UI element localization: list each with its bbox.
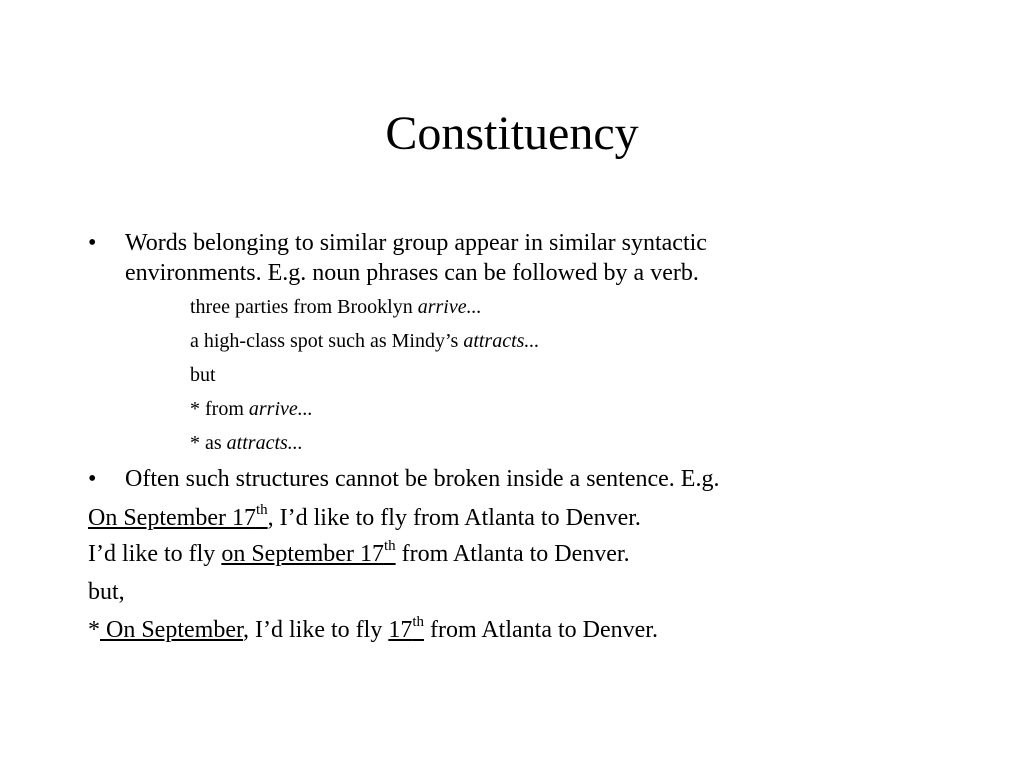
sentence-mid: , I’d like to fly (243, 617, 389, 643)
example-text: a high-class spot such as Mindy’s (190, 330, 464, 352)
example-line-3 (190, 362, 216, 388)
example-text: * as (190, 432, 227, 454)
constituent-underlined-2: 17th (388, 614, 424, 643)
sentence-1 (88, 503, 641, 533)
bullet-item-2 (88, 464, 988, 494)
example-verb: attracts... (226, 432, 303, 454)
ungrammatical-star: * (88, 617, 100, 643)
example-verb: arrive... (417, 296, 482, 318)
bullet-2-text: Often such structures cannot be broken inside a sentence. E.g. (125, 466, 720, 492)
slide-title: Constituency (385, 107, 639, 160)
bullet-marker: • (88, 466, 97, 492)
sentence-pre: I’d like to fly (88, 541, 222, 567)
example-verb: attracts... (463, 330, 540, 352)
bullet-1-line-1: Words belonging to similar group appear in similar syntactic (125, 230, 707, 256)
example-line-2 (190, 328, 539, 354)
sentence-rest: from Atlanta to Denver. (424, 617, 658, 643)
sentence-2 (88, 539, 630, 569)
example-text: * from (190, 398, 249, 420)
sentence-3: but, (88, 579, 125, 605)
example-text: but (190, 364, 216, 386)
sentence-rest: , I’d like to fly from Atlanta to Denver. (267, 505, 641, 531)
bullet-marker: • (88, 230, 97, 256)
sentence-4 (88, 615, 658, 645)
bullet-1-line-2: environments. E.g. noun phrases can be followed by a verb. (125, 260, 699, 286)
example-verb: arrive... (248, 398, 313, 420)
example-line-4 (190, 396, 313, 422)
sentence-rest: from Atlanta to Denver. (395, 541, 630, 567)
bullet-item-1 (88, 228, 988, 288)
constituent-underlined: On September 17th (88, 502, 268, 531)
example-text: three parties from Brooklyn (190, 296, 418, 318)
constituent-underlined: on September 17th (221, 538, 396, 567)
example-line-1 (190, 294, 482, 320)
example-line-5 (190, 430, 303, 456)
constituent-underlined-1: On September (100, 617, 244, 643)
